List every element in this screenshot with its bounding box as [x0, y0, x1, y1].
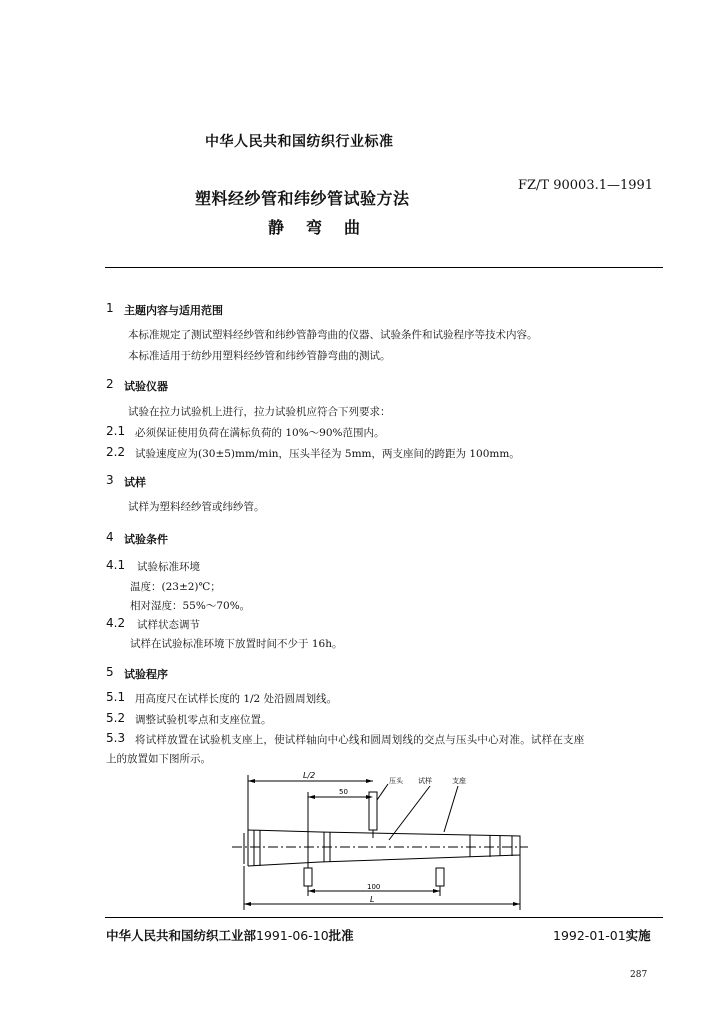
item-2-1-text: 必须保证使用负荷在满标负荷的 10%～90%范围内。 — [135, 427, 385, 439]
section-1-line-1: 本标准规定了测试塑料经纱管和纬纱管静弯曲的仪器、试验条件和试验程序等技术内容。 — [128, 329, 538, 341]
item-4-2-sub-1: 试样在试验标准环境下放置时间不少于 16h。 — [130, 638, 343, 650]
document-title: 塑料经纱管和纬纱管试验方法 — [195, 189, 410, 208]
item-2-2-number: 2.2 — [106, 445, 126, 459]
section-2-heading: 试验仪器 — [124, 380, 168, 393]
document-subtitle: 静弯曲 — [268, 218, 383, 237]
section-5-heading: 试验程序 — [124, 668, 168, 681]
label-length: L — [370, 895, 375, 904]
footer-approval — [106, 926, 354, 944]
section-4-number: 4 — [106, 530, 114, 544]
right-support — [436, 868, 444, 886]
item-2-2-text: 试验速度应为(30±5)mm/min，压头半径为 5mm，两支座间的跨距为 100mm。 — [135, 448, 520, 460]
label-half-length: L/2 — [303, 771, 316, 780]
item-5-2-number: 5.2 — [106, 711, 126, 725]
section-1-line-2: 本标准适用于纺纱用塑料经纱管和纬纱管静弯曲的测试。 — [128, 350, 391, 362]
section-3-line-1: 试样为塑料经纱管或纬纱管。 — [128, 501, 265, 513]
section-4-heading: 试验条件 — [124, 533, 168, 546]
specimen-tube — [244, 830, 520, 866]
label-100: 100 — [367, 883, 381, 891]
item-4-1-sub-1: 温度：(23±2)℃； — [130, 581, 221, 593]
item-5-3-continuation: 上的放置如下图所示。 — [106, 753, 211, 765]
item-5-3-text: 将试样放置在试验机支座上，使试样轴向中心线和圆周划线的交点与压头中心对准。试样在支座 — [135, 734, 585, 746]
approve-date: 1991-06-10 — [256, 928, 329, 943]
item-4-1-number: 4.1 — [106, 558, 126, 572]
section-1-heading: 主题内容与适用范围 — [124, 304, 223, 317]
item-2-1-number: 2.1 — [106, 424, 126, 438]
item-4-1-text: 试验标准环境 — [137, 561, 200, 573]
section-2-number: 2 — [106, 377, 114, 391]
organization-title: 中华人民共和国纺织行业标准 — [205, 134, 394, 150]
section-5-number: 5 — [106, 665, 114, 679]
section-3-heading: 试样 — [124, 476, 146, 489]
section-1-number: 1 — [106, 301, 114, 315]
label-presser: 压头 — [389, 777, 403, 785]
issuer: 中华人民共和国纺织工业部 — [106, 928, 257, 943]
item-4-1-sub-2: 相对湿度：55%～70%。 — [130, 600, 251, 612]
item-5-2-text: 调整试验机零点和支座位置。 — [135, 714, 272, 726]
item-5-1-number: 5.1 — [106, 690, 126, 704]
footer-implementation — [553, 926, 651, 944]
page-number: 287 — [630, 970, 648, 980]
impl-suffix: 实施 — [625, 928, 651, 943]
label-50: 50 — [339, 788, 348, 796]
approve-suffix: 批准 — [328, 928, 354, 943]
item-5-1-text: 用高度尺在试样长度的 1/2 处沿圆周划线。 — [135, 693, 338, 705]
standard-number: FZ/T 90003.1—1991 — [518, 178, 654, 193]
section-3-number: 3 — [106, 473, 114, 487]
impl-date: 1992-01-01 — [553, 928, 626, 943]
footer-rule — [105, 917, 663, 918]
label-support: 支座 — [452, 777, 466, 785]
label-specimen: 试样 — [418, 777, 432, 785]
item-4-2-text: 试样状态调节 — [137, 619, 200, 631]
left-support — [304, 868, 312, 886]
section-2-intro: 试验在拉力试验机上进行，拉力试验机应符合下列要求： — [128, 406, 391, 418]
item-5-3-number: 5.3 — [106, 731, 126, 745]
item-4-2-number: 4.2 — [106, 616, 126, 630]
